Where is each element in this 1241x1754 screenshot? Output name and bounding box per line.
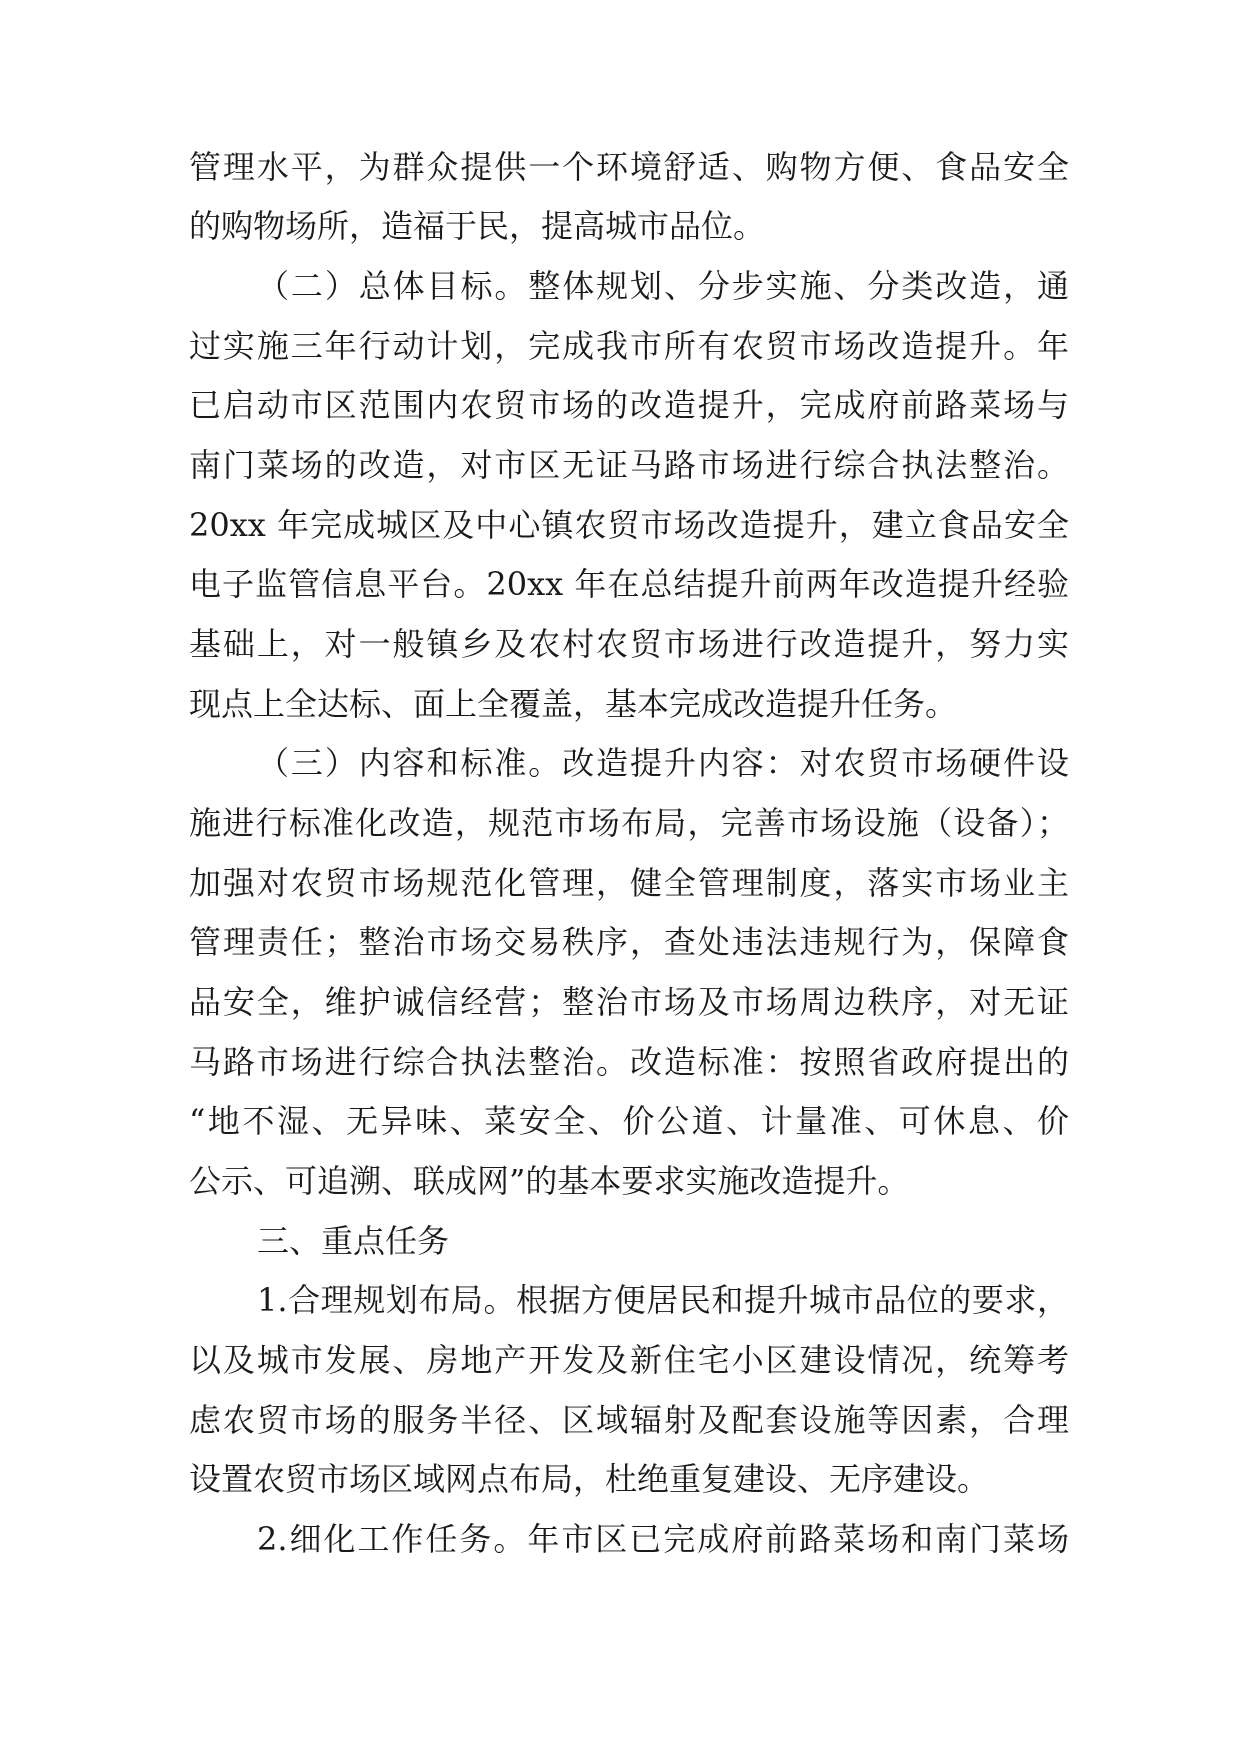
section-heading: 三、重点任务	[257, 1222, 450, 1260]
text-line: 过实施三年行动计划，完成我市所有农贸市场改造提升。年	[189, 327, 1069, 365]
text-line: 虑农贸市场的服务半径、区域辐射及配套设施等因素，合理	[189, 1401, 1069, 1439]
text-line: 南门菜场的改造，对市区无证马路市场进行综合执法整治。	[189, 446, 1069, 484]
text-line: 现点上全达标、面上全覆盖，基本完成改造提升任务。	[189, 685, 958, 723]
text-line: “地不湿、无异味、菜安全、价公道、计量准、可休息、价	[189, 1102, 1069, 1140]
text-line: 施进行标准化改造，规范市场布局，完善市场设施（设备）；	[189, 804, 1069, 842]
text-line: 管理责任；整治市场交易秩序，查处违法违规行为，保障食	[189, 923, 1069, 961]
text-line: 电子监管信息平台。20xx 年在总结提升前两年改造提升经验	[189, 565, 1069, 603]
text-line: 20xx 年完成城区及中心镇农贸市场改造提升，建立食品安全	[189, 506, 1069, 544]
paragraph-heading: 2.细化工作任务。年市区已完成府前路菜场和南门菜场	[257, 1520, 1069, 1558]
text-line: 以及城市发展、房地产开发及新住宅小区建设情况，统筹考	[189, 1341, 1069, 1379]
text-line: 基础上，对一般镇乡及农村农贸市场进行改造提升，努力实	[189, 625, 1069, 663]
text-line: 马路市场进行综合执法整治。改造标准：按照省政府提出的	[189, 1043, 1069, 1081]
text-line: 管理水平，为群众提供一个环境舒适、购物方便、食品安全	[189, 148, 1069, 186]
text-line: 已启动市区范围内农贸市场的改造提升，完成府前路菜场与	[189, 386, 1069, 424]
text-line: 设置农贸市场区域网点布局，杜绝重复建设、无序建设。	[189, 1460, 990, 1498]
text-line: 品安全，维护诚信经营；整治市场及市场周边秩序，对无证	[189, 983, 1069, 1021]
text-line: 的购物场所，造福于民，提高城市品位。	[189, 207, 766, 245]
text-line: 加强对农贸市场规范化管理，健全管理制度，落实市场业主	[189, 864, 1069, 902]
paragraph-heading: （三）内容和标准。改造提升内容：对农贸市场硬件设	[257, 744, 1069, 782]
text-line: 公示、可追溯、联成网”的基本要求实施改造提升。	[189, 1162, 910, 1200]
paragraph-heading: 1.合理规划布局。根据方便居民和提升城市品位的要求，	[257, 1281, 1069, 1319]
paragraph-heading: （二）总体目标。整体规划、分步实施、分类改造，通	[257, 267, 1069, 305]
